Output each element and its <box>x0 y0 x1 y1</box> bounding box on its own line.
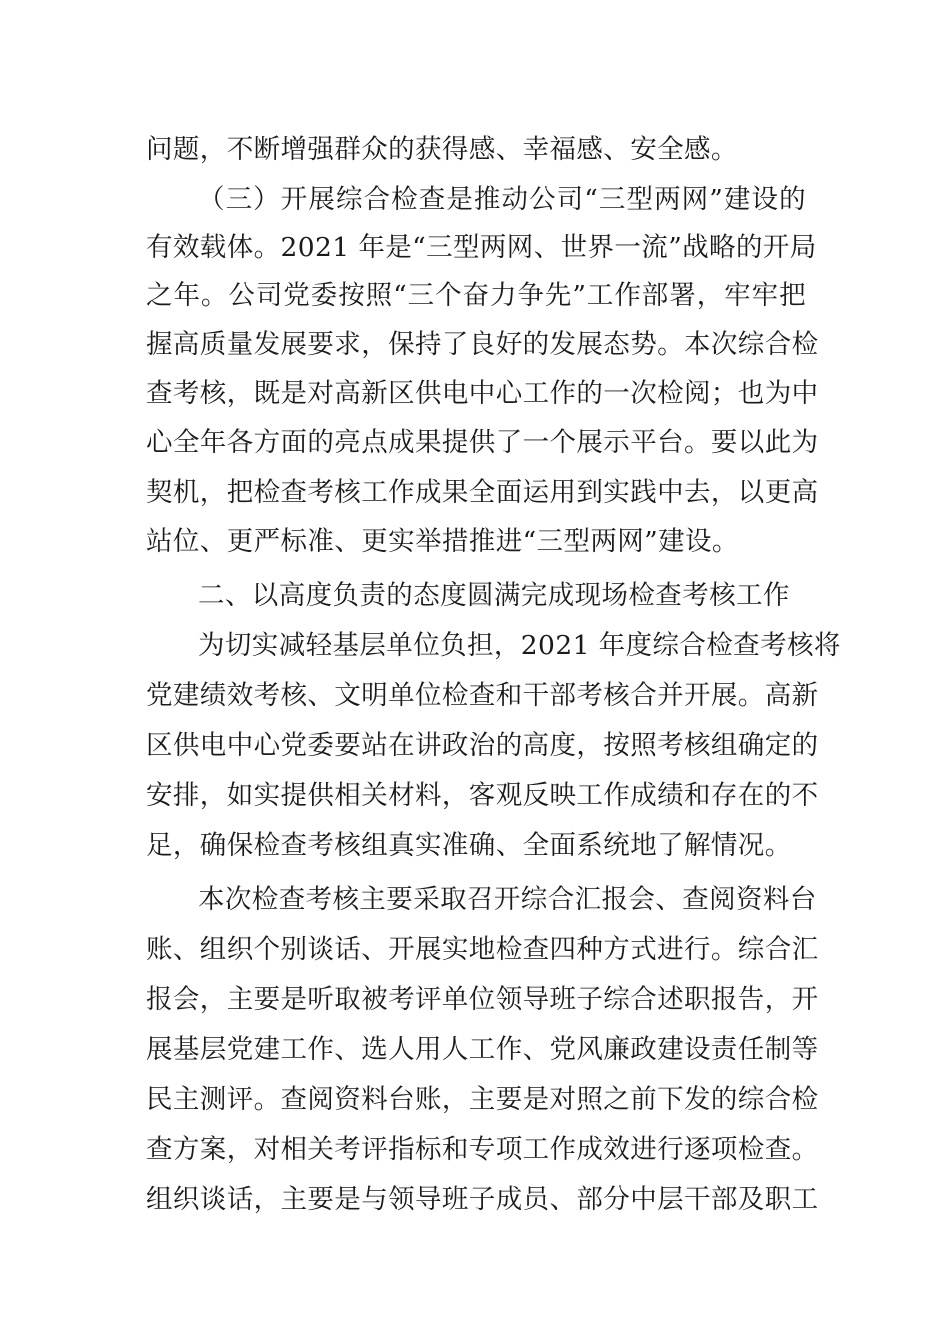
text-line: 本次检查考核主要采取召开综合汇报会、查阅资料台 <box>198 884 817 915</box>
text-line: 为切实减轻基层单位负担，2021 年度综合检查考核将 <box>198 630 841 661</box>
text-line: 展基层党建工作、选人用人工作、党风廉政建设责任制等 <box>146 1034 819 1065</box>
text-line: 之年。公司党委按照“三个奋力争先”工作部署，牢牢把 <box>146 280 806 311</box>
text-line: 有效载体。2021 年是“三型两网、世界一流”战略的开局 <box>146 232 817 263</box>
text-line: 站位、更严标准、更实举措推进“三型两网”建设。 <box>146 526 739 557</box>
text-line: 组织谈话，主要是与领导班子成员、部分中层干部及职工 <box>146 1184 819 1215</box>
text-line: 安排，如实提供相关材料，客观反映工作成绩和存在的不 <box>146 780 819 811</box>
text-line: 区供电中心党委要站在讲政治的高度，按照考核组确定的 <box>146 730 819 761</box>
text-line: 查方案，对相关考评指标和专项工作成效进行逐项检查。 <box>146 1134 819 1165</box>
text-line: 心全年各方面的亮点成果提供了一个展示平台。要以此为 <box>146 427 819 458</box>
text-line: 握高质量发展要求，保持了良好的发展态势。本次综合检 <box>146 329 819 360</box>
text-line: 党建绩效考核、文明单位检查和干部考核合并开展。高新 <box>146 680 819 711</box>
text-line: 契机，把检查考核工作成果全面运用到实践中去，以更高 <box>146 477 819 508</box>
text-line: （三）开展综合检查是推动公司“三型两网”建设的 <box>198 184 806 215</box>
text-line: 足，确保检查考核组真实准确、全面系统地了解情况。 <box>146 830 792 861</box>
text-line: 账、组织个别谈话、开展实地检查四种方式进行。综合汇 <box>146 934 819 965</box>
text-line: 问题，不断增强群众的获得感、幸福感、安全感。 <box>146 134 738 165</box>
section-heading: 二、以高度负责的态度圆满完成现场检查考核工作 <box>198 580 790 611</box>
text-line: 报会，主要是听取被考评单位领导班子综合述职报告，开 <box>146 984 819 1015</box>
text-line: 民主测评。查阅资料台账，主要是对照之前下发的综合检 <box>146 1084 819 1115</box>
text-line: 查考核，既是对高新区供电中心工作的一次检阅；也为中 <box>146 378 819 409</box>
